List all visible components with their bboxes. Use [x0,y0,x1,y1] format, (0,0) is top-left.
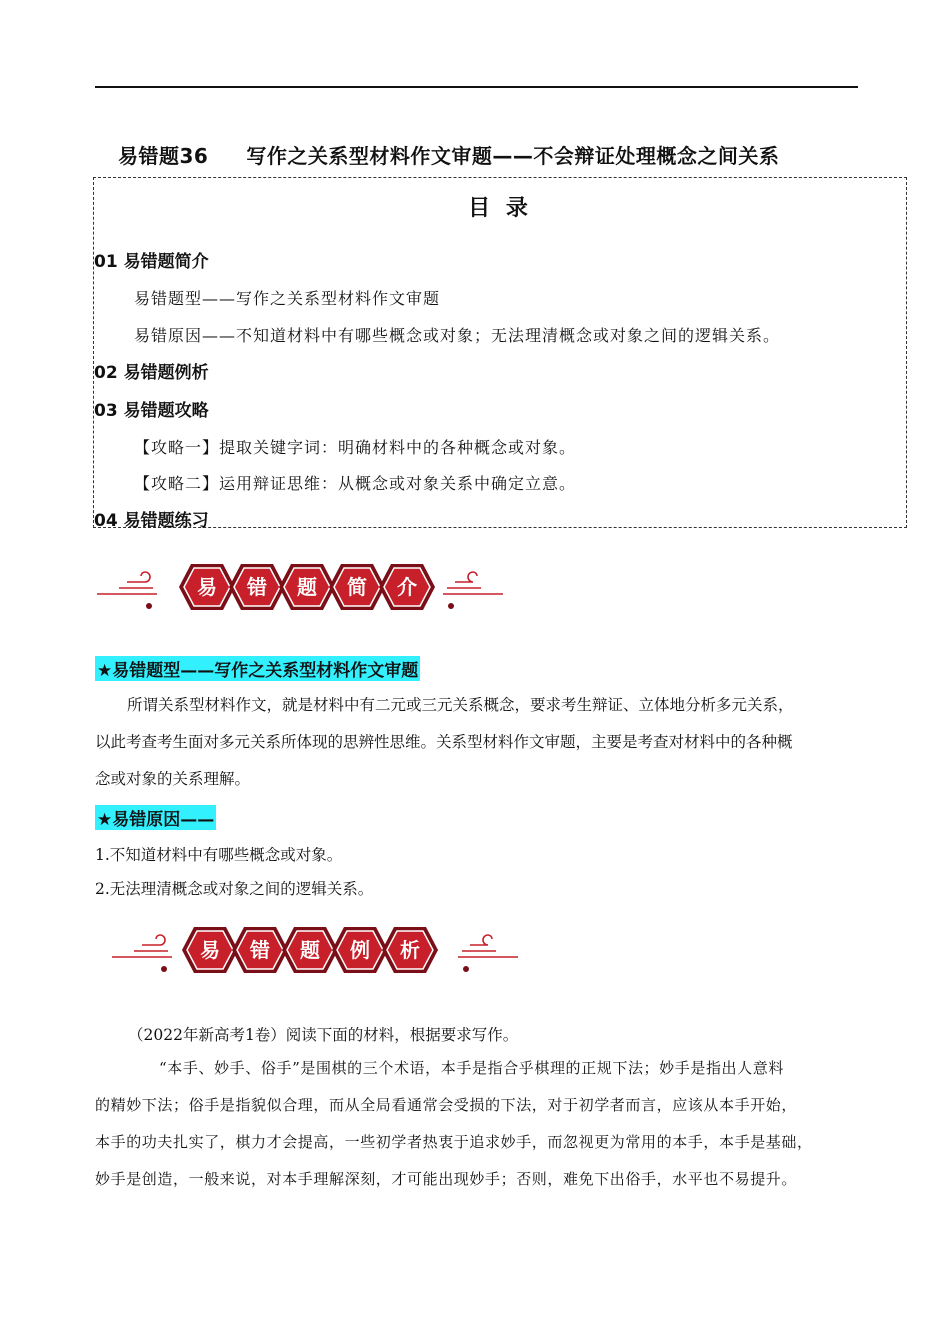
banner-char: 题 [297,575,317,599]
header-rule [95,86,858,88]
banner-hexagon [232,927,288,973]
banner-char: 易 [200,938,220,962]
toc-section-practice[interactable]: 04 易错题练习 [94,511,209,531]
type-heading: ★易错题型——写作之关系型材料作文审题 [95,656,420,681]
banner-char: 易 [197,575,217,599]
toc-heading: 目 录 [468,196,532,221]
banner-char: 简 [347,575,367,599]
paragraph-line: 念或对象的关系理解。 [95,770,251,788]
toc-section-strategy[interactable]: 03 易错题攻略 [94,401,209,421]
toc-item-tip1[interactable]: 【攻略一】提取关键字词：明确材料中的各种概念或对象。 [134,438,577,457]
example-source: （2022年新高考1卷）阅读下面的材料，根据要求写作。 [128,1026,519,1044]
material-line: 妙手是创造，一般来说，对本手理解深刻，才可能出现妙手；否则，难免下出俗手，水平也不易提升。 [95,1170,798,1188]
toc-section-example[interactable]: 02 易错题例析 [94,363,209,383]
title-number: 易错题36 [118,144,209,168]
banner-hexagon [382,927,438,973]
toc-section-intro[interactable]: 01 易错题简介 [94,252,209,272]
section-banner-intro [95,558,505,616]
banner-char: 介 [397,575,417,599]
banner-char: 错 [250,938,270,962]
example-material [95,1050,855,1198]
banner-hexagon [229,564,285,610]
banner-hexagon [329,564,385,610]
paragraph-line: 所谓关系型材料作文，就是材料中有二元或三元关系概念，要求考生辩证、立体地分析多元关系， [127,696,794,714]
banner-hexagon [282,927,338,973]
banner-hexagon [279,564,335,610]
intro-paragraph [95,687,855,798]
banner-char: 析 [400,938,420,962]
banner-hexagon [379,564,435,610]
banner-char: 例 [350,938,370,962]
banner-char: 错 [247,575,267,599]
title-text: 写作之关系型材料作文审题——不会辩证处理概念之间关系 [246,144,780,168]
page-title [118,140,779,169]
reason-item: 1.不知道材料中有哪些概念或对象。 [95,846,343,864]
material-line: 的精妙下法；俗手是指貌似合理，而从全局看通常会受损的下法，对于初学者而言，应该从本手开始， [95,1096,798,1114]
reason-heading: ★易错原因—— [95,805,216,830]
section-banner-example [110,921,520,979]
material-line: 本手的功夫扎实了，棋力才会提高，一些初学者热衷于追求妙手，而忽视更为常用的本手，本手是基础， [95,1133,813,1151]
paragraph-line: 以此考查考生面对多元关系所体现的思辨性思维。关系型材料作文审题，主要是考查对材料中的各种概 [95,733,793,751]
banner-hexagon [179,564,235,610]
banner-char: 题 [300,938,320,962]
banner-hexagon [332,927,388,973]
material-line: “本手、妙手、俗手”是围棋的三个术语，本手是指合乎棋理的正规下法；妙手是指出人意料 [159,1059,784,1077]
reason-item: 2.无法理清概念或对象之间的逻辑关系。 [95,880,374,898]
toc-item-type[interactable]: 易错题型——写作之关系型材料作文审题 [134,289,441,308]
banner-hexagon [182,927,238,973]
toc-item-reason[interactable]: 易错原因——不知道材料中有哪些概念或对象；无法理清概念或对象之间的逻辑关系。 [134,326,781,345]
table-of-contents [93,177,907,531]
toc-item-tip2[interactable]: 【攻略二】运用辩证思维：从概念或对象关系中确定立意。 [134,474,577,493]
